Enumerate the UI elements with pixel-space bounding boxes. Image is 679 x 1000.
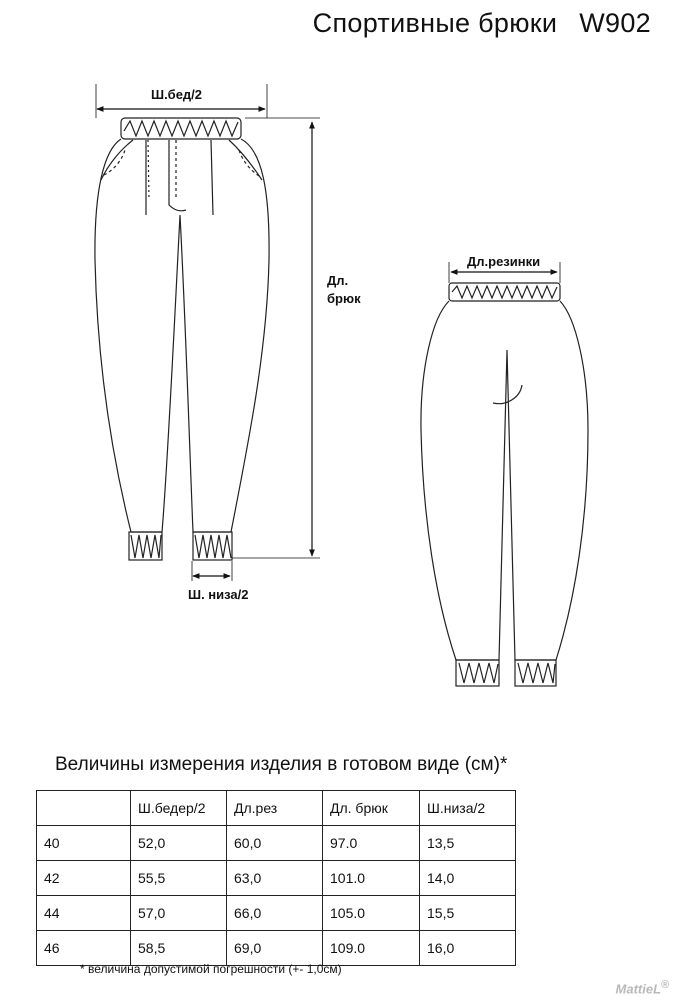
size-chart-table [36, 790, 516, 966]
size-cell: 44 [37, 896, 131, 931]
value-cell: 57,0 [131, 896, 227, 931]
value-cell: 15,5 [420, 896, 516, 931]
back-trousers-sketch [421, 283, 588, 686]
brand-logo-text: MattieL [615, 981, 662, 996]
back-left-cuff [456, 660, 499, 686]
value-cell: 52,0 [131, 826, 227, 861]
value-cell: 16,0 [420, 931, 516, 966]
table-row [37, 931, 516, 966]
value-cell: 55,5 [131, 861, 227, 896]
trouser-length-label-1: Дл. [327, 273, 349, 288]
size-cell: 42 [37, 861, 131, 896]
value-cell: 13,5 [420, 826, 516, 861]
table-row [37, 861, 516, 896]
value-cell: 105.0 [323, 896, 420, 931]
hip-width-label: Ш.бед/2 [151, 87, 203, 102]
value-cell: 69,0 [227, 931, 323, 966]
value-cell: 58,5 [131, 931, 227, 966]
value-cell: 97.0 [323, 826, 420, 861]
elastic-length-label: Дл.резинки [467, 254, 541, 269]
value-cell: 109.0 [323, 931, 420, 966]
front-fly [169, 140, 186, 211]
measurements-caption: Величины измерения изделия в готовом виде (см)* [55, 754, 508, 775]
value-cell: 101.0 [323, 861, 420, 896]
size-cell: 40 [37, 826, 131, 861]
brand-logo: MattieL® [615, 978, 669, 996]
back-outline [421, 301, 588, 660]
header-cell: Ш.бедер/2 [131, 791, 227, 826]
size-cell: 46 [37, 931, 131, 966]
value-cell: 60,0 [227, 826, 323, 861]
table-row [37, 826, 516, 861]
back-waistband-zigzag [452, 286, 557, 298]
front-trousers-sketch [95, 118, 269, 560]
front-waistband-zigzag [124, 121, 238, 136]
table-header-row [37, 791, 516, 826]
header-cell: Дл. брюк [323, 791, 420, 826]
header-cell [37, 791, 131, 826]
value-cell: 66,0 [227, 896, 323, 931]
hem-width-label: Ш. низа/2 [188, 587, 249, 602]
header-cell: Ш.низа/2 [420, 791, 516, 826]
tolerance-footnote: * величина допустимой погрешности (+- 1,0см) [80, 962, 342, 976]
garment-name: Спортивные брюки [312, 8, 558, 38]
model-code: W902 [579, 8, 651, 38]
table-row [37, 896, 516, 931]
front-outline [95, 139, 269, 532]
value-cell: 63,0 [227, 861, 323, 896]
value-cell: 14,0 [420, 861, 516, 896]
header-cell: Дл.рез [227, 791, 323, 826]
trouser-length-label-2: брюк [327, 291, 361, 306]
